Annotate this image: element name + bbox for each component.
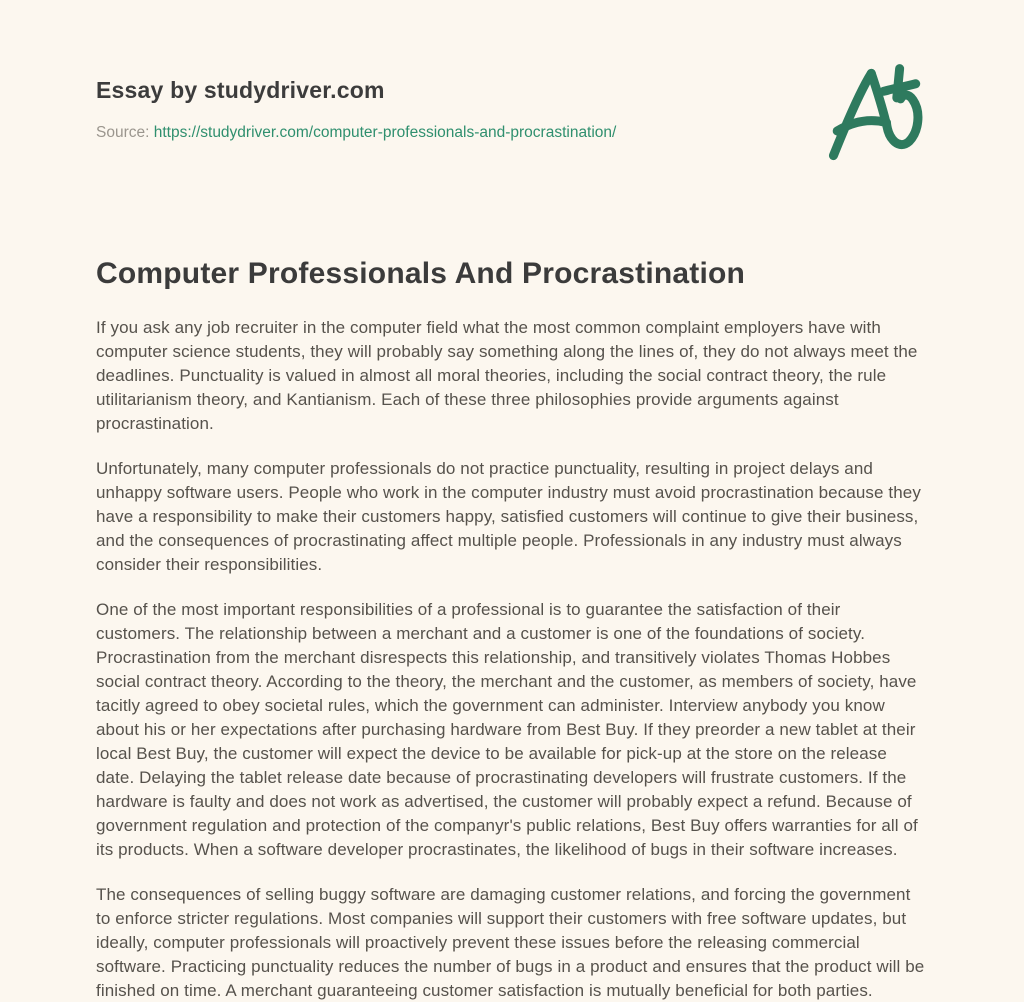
essay-title: Computer Professionals And Procrastination <box>96 257 746 290</box>
essay-paragraph: Unfortunately, many computer professionals do not practice punctuality, resulting in project delays and unhappy software users. People who work in the computer industry must avoid procrastination because they have a responsibility to make their customers happy, satisfied customers will continue to give their business, and the consequences of procrastinating affect multiple people. Professionals in any industry must always consider their responsibilities. <box>96 459 921 574</box>
document-header <box>96 76 928 143</box>
essay-paragraph: The consequences of selling buggy software are damaging customer relations, and forcing the government to enforce stricter regulations. Most companies will support their customers with free software updates, but ideally, computer professionals will proactively prevent these issues before the releasing commercial software. Practicing punctuality reduces the number of bugs in a product and ensures that the product will be finished on time. A merchant guaranteeing customer satisfaction is mutually beneficial for both parties. <box>96 885 925 1000</box>
essay-paragraph: One of the most important responsibilities of a professional is to guarantee the satisfaction of their customers. The relationship between a merchant and a customer is one of the foundations of society. Procrastination from the merchant disrespects this relationship, and transitively violates Thomas Hobbes social contract theory. According to the theory, the merchant and the customer, as members of society, have tacitly agreed to obey societal rules, which the government can administer. Interview anybody you know about his or her expectations after purchasing hardware from Best Buy. If they preorder a new tablet at their local Best Buy, the customer will expect the device to be available for pick-up at the store on the release date. Delaying the tablet release date because of procrastinating developers will frustrate customers. If the hardware is faulty and does not work as advertised, the customer will probably expect a refund. Because of government regulation and protection of the companyr's public relations, Best Buy offers warranties for all of its products. When a software developer procrastinates, the likelihood of bugs in their software increases. <box>96 600 918 859</box>
source-url-link[interactable]: https://studydriver.com/computer-professionals-and-procrastination/ <box>153 124 617 141</box>
site-heading: Essay by studydriver.com <box>96 77 385 103</box>
source-label: Source: <box>96 124 150 141</box>
essay-body <box>96 316 928 1002</box>
source-line <box>96 122 928 143</box>
a-plus-logo-icon <box>824 62 928 166</box>
essay-paragraph: If you ask any job recruiter in the computer field what the most common complaint employers have with computer science students, they will probably say something along the lines of, they do not always meet the deadlines. Punctuality is valued in almost all moral theories, including the social contract theory, the rule utilitarianism theory, and Kantianism. Each of these three philosophies provide arguments against procrastination. <box>96 318 918 433</box>
